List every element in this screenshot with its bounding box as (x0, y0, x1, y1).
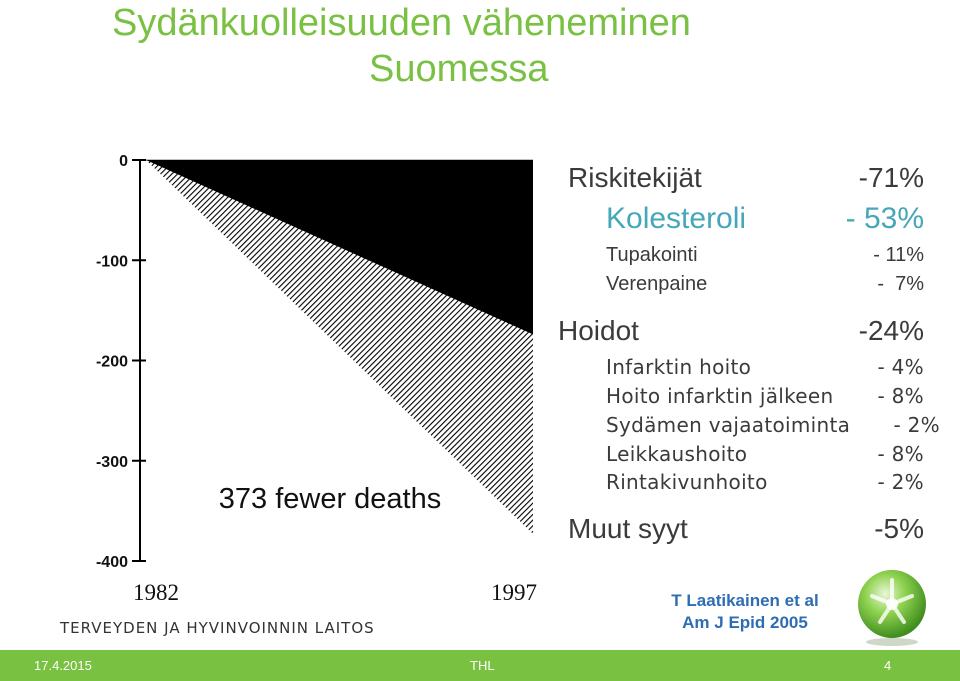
row-leikkaushoito: Leikkaushoito - 8% (606, 442, 924, 466)
row-riskitekijat: Riskitekijät -71% (568, 162, 924, 193)
citation-line-1: T Laatikainen et al (671, 591, 819, 610)
x-tick-label: 1997 (491, 580, 537, 605)
footer-bar (0, 650, 960, 681)
y-tick-label: -300 (95, 453, 128, 471)
green-globe-logo (852, 566, 932, 648)
row-vajaatoiminta: Sydämen vajaatoiminta - 2% (606, 413, 940, 437)
row-rintakivunhoito: Rintakivunhoito - 2% (606, 470, 924, 494)
y-tick-label: 0 (119, 153, 128, 170)
title-line-1: Sydänkuolleisuuden väheneminen (112, 2, 691, 44)
row-infarktin-hoito: Infarktin hoito - 4% (606, 355, 924, 379)
title-line-2: Suomessa (369, 48, 549, 90)
x-tick-label: 1982 (133, 580, 179, 605)
footer-date: 17.4.2015 (34, 658, 92, 673)
row-verenpaine: Verenpaine - 7% (606, 273, 924, 295)
citation (640, 590, 850, 634)
y-tick-label: -100 (95, 253, 128, 271)
row-hoidot: Hoidot -24% (558, 315, 924, 346)
page-number: 4 (884, 658, 892, 673)
y-tick-label: -200 (95, 353, 128, 371)
citation-line-2: Am J Epid 2005 (682, 613, 808, 632)
row-kolesteroli: Kolesteroli - 53% (606, 202, 924, 235)
row-muut-syyt: Muut syyt -5% (568, 513, 924, 544)
chart-annotation: 373 fewer deaths (218, 483, 442, 515)
y-tick-label: -400 (95, 554, 128, 571)
row-hoito-jalkeen: Hoito infarktin jälkeen - 8% (606, 384, 924, 408)
footer-org: THL (470, 658, 495, 673)
row-tupakointi: Tupakointi - 11% (606, 244, 924, 266)
organization-name: TERVEYDEN JA HYVINVOINNIN LAITOS (60, 619, 375, 637)
